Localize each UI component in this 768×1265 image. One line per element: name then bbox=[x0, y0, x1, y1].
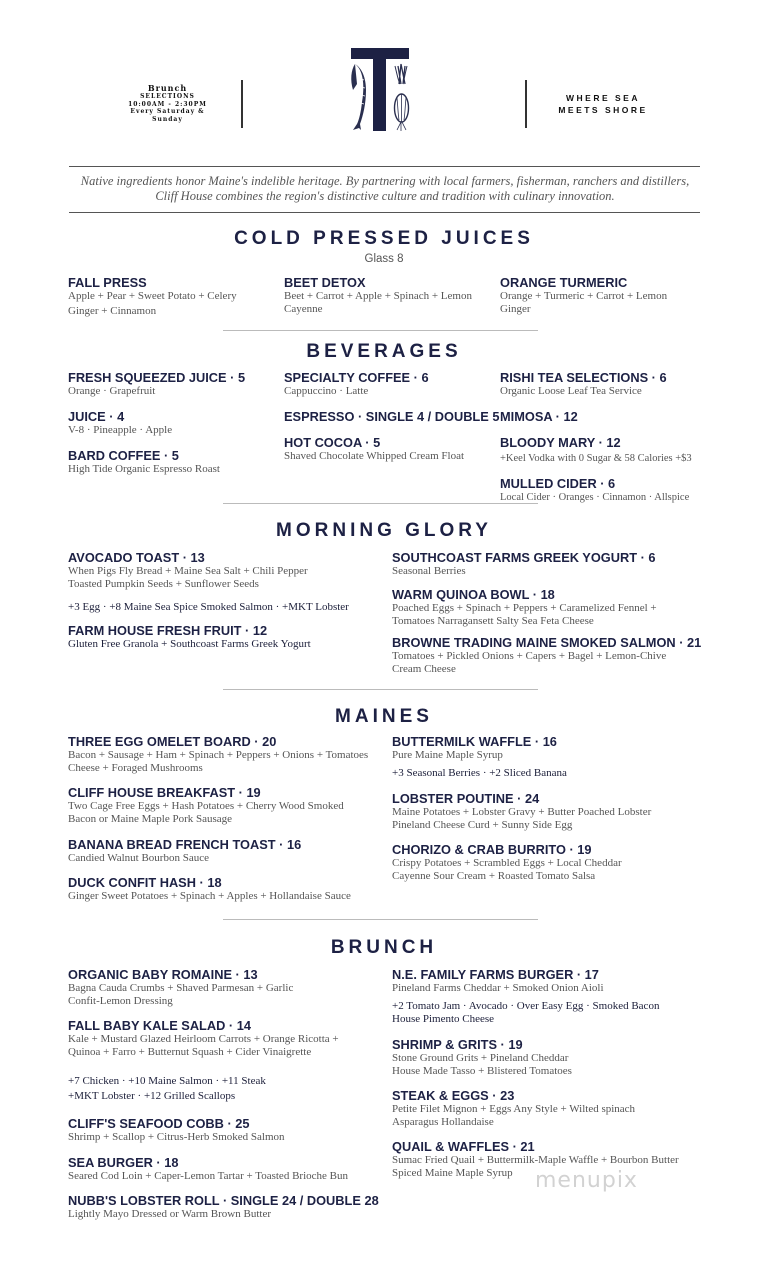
item-desc: Tomatoes Narragansett Salty Sea Feta Cheese bbox=[392, 615, 594, 627]
item-addons: +3 Egg · +8 Maine Sea Spice Smoked Salmon · +MKT Lobster bbox=[68, 601, 349, 613]
menu-item bbox=[500, 476, 689, 504]
item-desc: Orange · Grapefruit bbox=[68, 385, 156, 397]
item-name: MULLED CIDER · 6 bbox=[500, 476, 616, 491]
tagline-line-2: MEETS SHORE bbox=[558, 105, 648, 115]
item-desc: Local Cider · Oranges · Cinnamon · Allspice bbox=[500, 492, 690, 503]
menu-item bbox=[68, 785, 344, 826]
days-text-2: Sunday bbox=[152, 115, 183, 123]
item-desc: Seasonal Berries bbox=[392, 565, 466, 577]
menu-item bbox=[68, 1155, 348, 1183]
item-addons: +7 Chicken · +10 Maine Salmon · +11 Steak bbox=[68, 1075, 266, 1087]
item-name: FARM HOUSE FRESH FRUIT · 12 bbox=[68, 623, 268, 638]
item-name: BROWNE TRADING MAINE SMOKED SALMON · 21 bbox=[392, 635, 702, 650]
menu-item bbox=[392, 587, 657, 628]
item-desc: Bacon or Maine Maple Pork Sausage bbox=[68, 813, 233, 825]
item-desc: House Made Tasso + Blistered Tomatoes bbox=[392, 1065, 572, 1077]
item-desc: Petite Filet Mignon + Eggs Any Style + Wilted spinach bbox=[392, 1103, 636, 1115]
item-desc: Kale + Mustard Glazed Heirloom Carrots + Orange Ricotta + bbox=[68, 1033, 339, 1045]
section-divider bbox=[223, 919, 538, 920]
item-desc: Stone Ground Grits + Pineland Cheddar bbox=[392, 1052, 569, 1064]
item-name: RISHI TEA SELECTIONS · 6 bbox=[500, 370, 667, 385]
section-title-juices: COLD PRESSED JUICES bbox=[234, 228, 534, 249]
item-name: ORGANIC BABY ROMAINE · 13 bbox=[68, 967, 258, 982]
item-desc: Shaved Chocolate Whipped Cream Float bbox=[284, 450, 465, 462]
item-name: BARD COFFEE · 5 bbox=[68, 448, 179, 463]
menu-item bbox=[392, 1088, 635, 1129]
section-divider bbox=[223, 503, 538, 504]
intro-line-1: Native ingredients honor Maine's indelible heritage. By partnering with local farmers, fisherman, ranchers and distillers, bbox=[80, 174, 690, 188]
logo-t-stem bbox=[373, 48, 386, 131]
item-desc: Pineland Farms Cheddar + Smoked Onion Aioli bbox=[392, 982, 604, 994]
section-divider bbox=[223, 330, 538, 331]
menu-item bbox=[500, 370, 667, 398]
menu-item bbox=[68, 275, 237, 318]
item-name: MIMOSA · 12 bbox=[500, 409, 578, 424]
item-desc: Gluten Free Granola + Southcoast Farms Greek Yogurt bbox=[68, 638, 311, 650]
item-desc: Cayenne bbox=[284, 303, 323, 315]
item-addons: +3 Seasonal Berries · +2 Sliced Banana bbox=[392, 767, 567, 779]
item-desc: Confit-Lemon Dressing bbox=[68, 995, 173, 1007]
item-desc: Bagna Cauda Crumbs + Shaved Parmesan + Garlic bbox=[68, 982, 294, 994]
intro-rule-bottom bbox=[69, 212, 700, 213]
item-desc: High Tide Organic Espresso Roast bbox=[68, 463, 220, 475]
item-desc: Apple + Pear + Sweet Potato + Celery bbox=[68, 290, 237, 302]
item-desc: Pure Maine Maple Syrup bbox=[392, 749, 503, 761]
menu-item bbox=[500, 275, 667, 316]
section-title-morning-glory: MORNING GLORY bbox=[276, 520, 492, 541]
menu-item bbox=[500, 409, 578, 424]
menu-item bbox=[68, 623, 311, 651]
item-desc: Two Cage Free Eggs + Hash Potatoes + Cherry Wood Smoked bbox=[68, 800, 344, 812]
item-desc: Crispy Potatoes + Scrambled Eggs + Local Cheddar bbox=[392, 857, 622, 869]
menu-item bbox=[68, 409, 172, 437]
item-name: CLIFF HOUSE BREAKFAST · 19 bbox=[68, 785, 261, 800]
item-desc: +Keel Vodka with 0 Sugar & 58 Calories +$3 bbox=[500, 453, 692, 464]
item-name: STEAK & EGGS · 23 bbox=[392, 1088, 515, 1103]
menu-item bbox=[392, 1037, 572, 1078]
item-name: BLOODY MARY · 12 bbox=[500, 435, 621, 450]
menu-item bbox=[500, 435, 692, 465]
item-addons: +MKT Lobster · +12 Grilled Scallops bbox=[68, 1090, 236, 1102]
item-addons: +2 Tomato Jam · Avocado · Over Easy Egg · Smoked Bacon bbox=[392, 1000, 660, 1012]
menu-item bbox=[392, 791, 651, 832]
item-desc: Ginger Sweet Potatoes + Spinach + Apples + Hollandaise Sauce bbox=[68, 890, 351, 902]
onion-icon bbox=[395, 64, 409, 131]
item-name: ORANGE TURMERIC bbox=[500, 275, 628, 290]
intro-line-2: Cliff House combines the region's distinctive culture and tradition with culinary innovation. bbox=[155, 189, 615, 203]
item-name: DUCK CONFIT HASH · 18 bbox=[68, 875, 222, 890]
item-name: SEA BURGER · 18 bbox=[68, 1155, 179, 1170]
item-name: BUTTERMILK WAFFLE · 16 bbox=[392, 734, 557, 749]
days-text-1: Every Saturday & bbox=[130, 108, 205, 115]
item-name: AVOCADO TOAST · 13 bbox=[68, 550, 205, 565]
tagline-block bbox=[548, 92, 658, 116]
item-desc: Cheese + Foraged Mushrooms bbox=[68, 762, 203, 774]
section-title-beverages: BEVERAGES bbox=[306, 341, 462, 362]
menu-item bbox=[392, 842, 622, 883]
item-name: FALL BABY KALE SALAD · 14 bbox=[68, 1018, 251, 1033]
menu-item bbox=[68, 734, 368, 775]
menu-item bbox=[68, 837, 301, 865]
item-name: CLIFF'S SEAFOOD COBB · 25 bbox=[68, 1116, 250, 1131]
item-desc: Beet + Carrot + Apple + Spinach + Lemon bbox=[284, 290, 472, 302]
item-desc: Cream Cheese bbox=[392, 663, 456, 675]
item-desc: Ginger bbox=[500, 303, 531, 315]
item-desc: Poached Eggs + Spinach + Peppers + Caramelized Fennel + bbox=[392, 602, 657, 614]
item-name: LOBSTER POUTINE · 24 bbox=[392, 791, 540, 806]
item-name: SPECIALTY COFFEE · 6 bbox=[284, 370, 429, 385]
watermark: menupix bbox=[535, 1168, 638, 1193]
item-addons: House Pimento Cheese bbox=[392, 1013, 495, 1025]
brunch-title: Brunch bbox=[147, 83, 188, 93]
juices-price-note: Glass 8 bbox=[364, 253, 404, 265]
brunch-hours-block bbox=[100, 83, 235, 123]
item-name: FRESH SQUEEZED JUICE · 5 bbox=[68, 370, 246, 385]
item-name: HOT COCOA · 5 bbox=[284, 435, 381, 450]
item-name: WARM QUINOA BOWL · 18 bbox=[392, 587, 555, 602]
menu-item bbox=[68, 1193, 379, 1221]
item-name: BEET DETOX bbox=[284, 275, 366, 290]
fish-icon bbox=[351, 64, 366, 130]
item-desc: Bacon + Sausage + Ham + Spinach + Peppers + Onions + Tomatoes bbox=[68, 749, 369, 761]
cliff-house-logo bbox=[335, 44, 425, 134]
item-name: N.E. FAMILY FARMS BURGER · 17 bbox=[392, 967, 599, 982]
intro-text bbox=[70, 174, 700, 204]
item-desc: Toasted Pumpkin Seeds + Sunflower Seeds bbox=[68, 578, 259, 590]
intro-rule-top bbox=[69, 166, 700, 167]
menu-item bbox=[68, 1018, 339, 1103]
menu-item bbox=[68, 875, 351, 903]
menu-item bbox=[68, 550, 349, 614]
section-divider bbox=[223, 689, 538, 690]
item-desc: When Pigs Fly Bread + Maine Sea Salt + Chili Pepper bbox=[68, 565, 308, 577]
item-name: SHRIMP & GRITS · 19 bbox=[392, 1037, 523, 1052]
hours-text: 10:00AM - 2:30PM bbox=[128, 100, 207, 108]
selections-label: SELECTIONS bbox=[140, 93, 195, 100]
item-name: SOUTHCOAST FARMS GREEK YOGURT · 6 bbox=[392, 550, 656, 565]
menu-item bbox=[284, 409, 499, 424]
menu-item bbox=[392, 734, 567, 780]
header-divider-left bbox=[241, 80, 243, 128]
item-name: FALL PRESS bbox=[68, 275, 147, 290]
tagline-line-1: WHERE SEA bbox=[566, 93, 640, 103]
item-desc: Shrimp + Scallop + Citrus-Herb Smoked Salmon bbox=[68, 1131, 285, 1143]
item-desc: Quinoa + Farro + Butternut Squash + Cider Vinaigrette bbox=[68, 1046, 312, 1058]
item-desc: Orange + Turmeric + Carrot + Lemon bbox=[500, 290, 668, 302]
item-name: CHORIZO & CRAB BURRITO · 19 bbox=[392, 842, 592, 857]
item-name: ESPRESSO · SINGLE 4 / DOUBLE 5 bbox=[284, 409, 500, 424]
item-desc: Spiced Maine Maple Syrup bbox=[392, 1167, 513, 1179]
menu-item bbox=[284, 370, 429, 398]
item-desc: Cappuccino · Latte bbox=[284, 385, 369, 397]
item-desc: Candied Walnut Bourbon Sauce bbox=[68, 852, 209, 864]
header-divider-right bbox=[525, 80, 527, 128]
item-desc: Lightly Mayo Dressed or Warm Brown Butter bbox=[68, 1208, 271, 1220]
section-title-maines: MAINES bbox=[335, 706, 433, 727]
item-desc: Cayenne Sour Cream + Roasted Tomato Salsa bbox=[392, 870, 596, 882]
menu-item bbox=[284, 435, 464, 463]
item-desc: V-8 · Pineapple · Apple bbox=[68, 424, 173, 436]
item-desc: Sumac Fried Quail + Buttermilk-Maple Waffle + Bourbon Butter bbox=[392, 1154, 679, 1166]
item-desc: Pineland Cheese Curd + Sunny Side Egg bbox=[392, 819, 573, 831]
item-name: BANANA BREAD FRENCH TOAST · 16 bbox=[68, 837, 302, 852]
item-desc: Maine Potatoes + Lobster Gravy + Butter Poached Lobster bbox=[392, 806, 652, 818]
item-name: QUAIL & WAFFLES · 21 bbox=[392, 1139, 535, 1154]
item-desc: Asparagus Hollandaise bbox=[392, 1116, 494, 1128]
menu-item bbox=[68, 1116, 285, 1144]
section-title-brunch: BRUNCH bbox=[330, 937, 438, 958]
item-name: JUICE · 4 bbox=[68, 409, 125, 424]
menu-item bbox=[68, 370, 245, 398]
menu-item bbox=[68, 448, 220, 476]
item-desc: Ginger + Cinnamon bbox=[68, 305, 157, 317]
menu-item bbox=[68, 967, 293, 1008]
menu-item bbox=[284, 275, 472, 316]
menu-item bbox=[392, 550, 656, 578]
menu-item bbox=[392, 635, 701, 676]
item-desc: Tomatoes + Pickled Onions + Capers + Bagel + Lemon-Chive bbox=[392, 650, 667, 662]
menu-item bbox=[392, 967, 659, 1026]
item-desc: Seared Cod Loin + Caper-Lemon Tartar + Toasted Brioche Bun bbox=[68, 1170, 348, 1182]
item-name: THREE EGG OMELET BOARD · 20 bbox=[68, 734, 277, 749]
item-desc: Organic Loose Leaf Tea Service bbox=[500, 385, 642, 397]
item-name: NUBB'S LOBSTER ROLL · SINGLE 24 / DOUBLE 28 bbox=[68, 1193, 379, 1208]
